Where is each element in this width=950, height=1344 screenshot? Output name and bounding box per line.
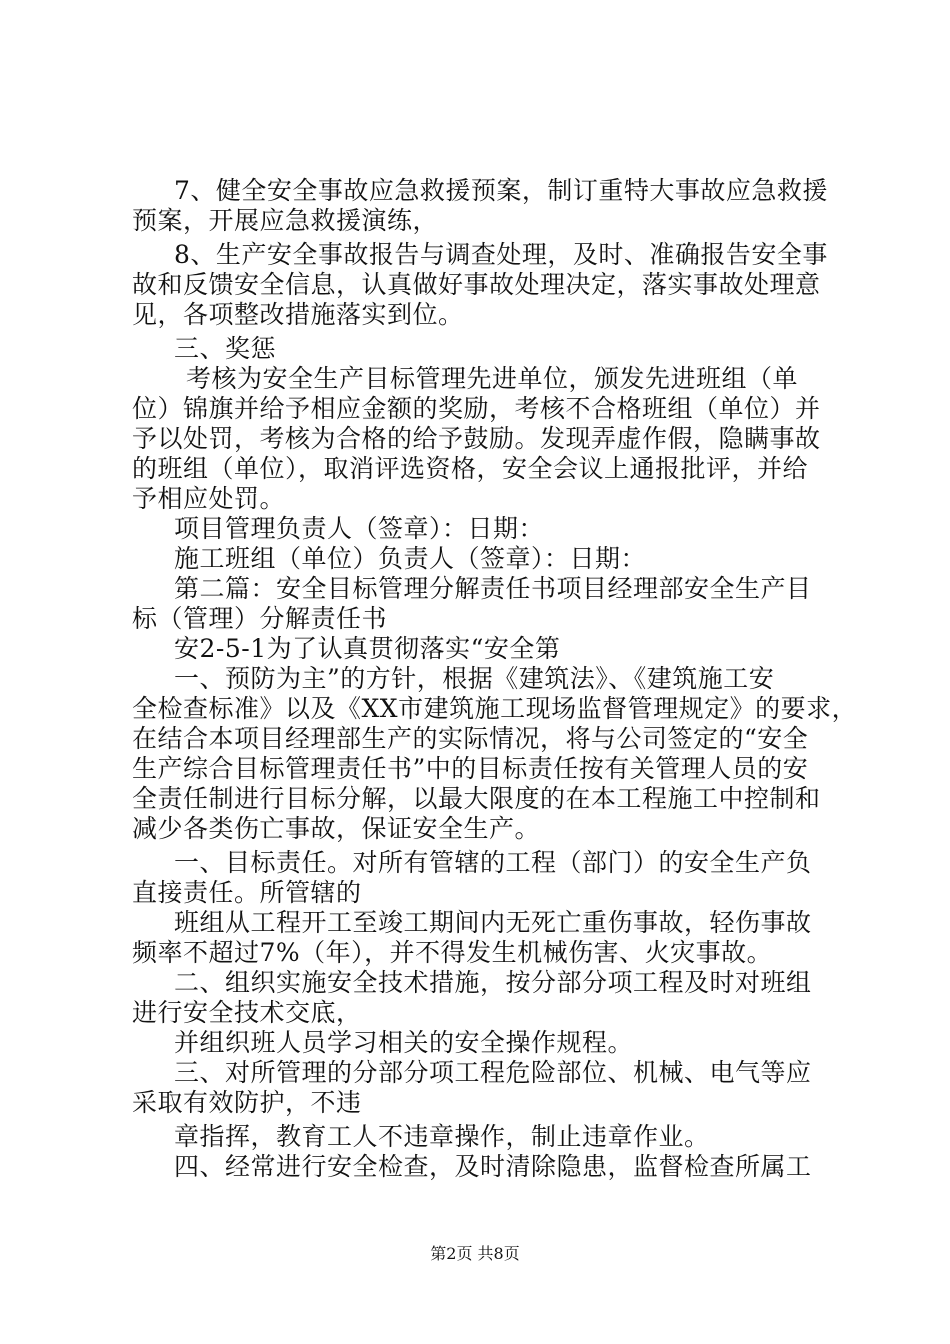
text-line: 位）锦旗并给予相应金额的奖励，考核不合格班组（单位）并: [132, 394, 821, 423]
text-line: 并组织班人员学习相关的安全操作规程。: [174, 1028, 634, 1057]
section-heading: 三、奖惩: [174, 334, 277, 363]
text-line: 一、预防为主”的方针，根据《建筑法》、《建筑施工安: [174, 664, 775, 693]
text-line: 采取有效防护，不违: [132, 1088, 362, 1117]
text-line: 减少各类伤亡事故，保证安全生产。: [132, 814, 541, 843]
text-line: 故和反馈安全信息，认真做好事故处理决定，落实事故处理意: [132, 270, 821, 299]
text-line: 全检查标准》以及《XX市建筑施工现场监督管理规定》的要求，: [132, 694, 858, 723]
text-line: 直接责任。所管辖的: [132, 878, 362, 907]
text-line: 考核为安全生产目标管理先进单位，颁发先进班组（单: [186, 364, 799, 393]
page-number-footer: 第2页 共8页: [430, 1244, 520, 1263]
text-line: 班组从工程开工至竣工期间内无死亡重伤事故，轻伤事故: [174, 908, 812, 937]
text-line: 见，各项整改措施落实到位。: [132, 300, 464, 329]
text-line: 予以处罚，考核为合格的给予鼓励。发现弄虚作假，隐瞒事故: [132, 424, 821, 453]
signature-line: 施工班组（单位）负责人（签章）：日期：: [174, 544, 647, 573]
text-line: 安2-5-1为了认真贯彻落实“安全第: [174, 634, 561, 663]
text-line: 频率不超过7%（年），并不得发生机械伤害、火灾事故。: [132, 938, 773, 967]
text-line: 予相应处罚。: [132, 484, 286, 513]
text-line: 在结合本项目经理部生产的实际情况，将与公司签定的“安全: [132, 724, 809, 753]
chapter-heading: 第二篇：安全目标管理分解责任书项目经理部安全生产目: [174, 574, 812, 603]
text-line: 的班组（单位），取消评选资格，安全会议上通报批评，并给: [132, 454, 809, 483]
text-line: 全责任制进行目标分解，以最大限度的在本工程施工中控制和: [132, 784, 821, 813]
text-line: 四、经常进行安全检查，及时清除隐患，监督检查所属工: [174, 1152, 812, 1181]
text-line: 一、目标责任。对所有管辖的工程（部门）的安全生产负: [174, 848, 812, 877]
chapter-heading: 标（管理）分解责任书: [132, 604, 388, 633]
text-line: 二、组织实施安全技术措施，按分部分项工程及时对班组: [174, 968, 812, 997]
text-line: 8、生产安全事故报告与调查处理，及时、准确报告安全事: [174, 240, 828, 269]
signature-line: 项目管理负责人（签章）：日期：: [174, 514, 545, 543]
text-line: 7、健全安全事故应急救援预案，制订重特大事故应急救援: [174, 176, 828, 205]
text-line: 三、对所管理的分部分项工程危险部位、机械、电气等应: [174, 1058, 812, 1087]
text-line: 章指挥，教育工人不违章操作，制止违章作业。: [174, 1122, 710, 1151]
text-line: 预案，开展应急救援演练，: [132, 206, 439, 235]
text-line: 生产综合目标管理责任书”中的目标责任按有关管理人员的安: [132, 754, 809, 783]
text-line: 进行安全技术交底，: [132, 998, 362, 1027]
